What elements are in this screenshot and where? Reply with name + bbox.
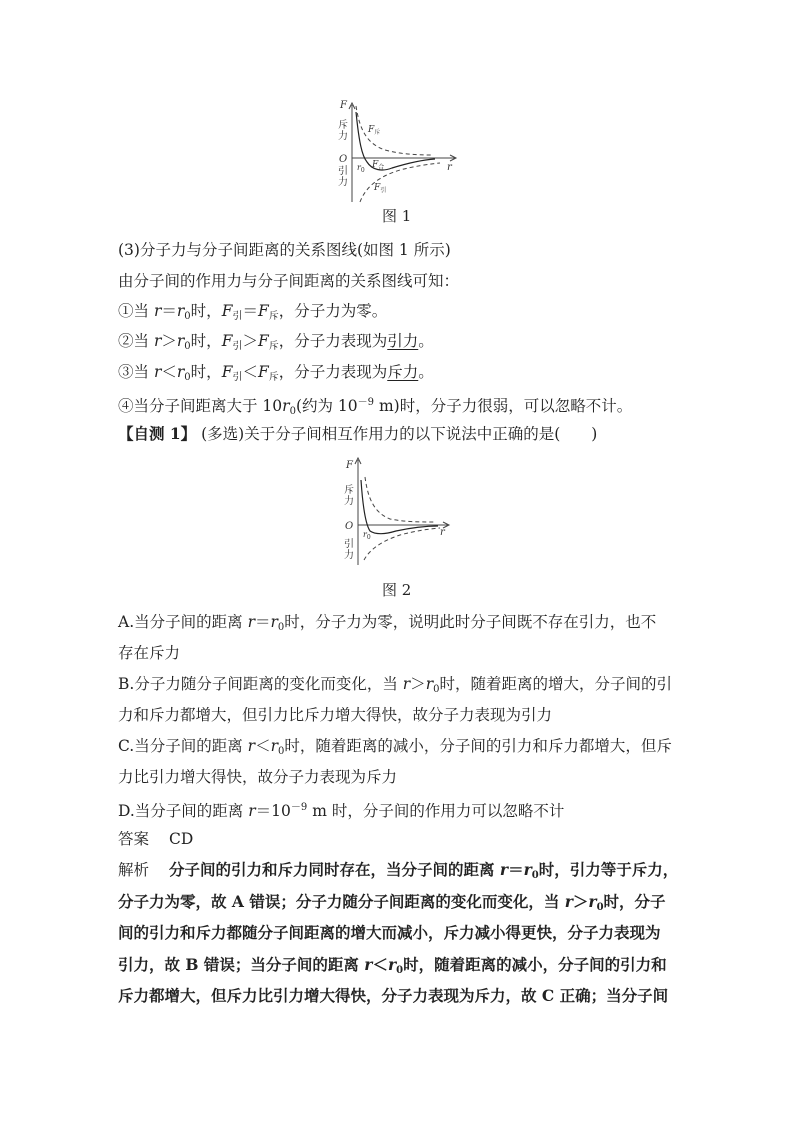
yin-label-1: 引: [338, 166, 348, 177]
analysis-line-5: 斥力都增大，但斥力比引力增大得快，分子力表现为斥力，故 C 正确；当分子间: [118, 986, 669, 1005]
yin-label-1: 引: [344, 539, 354, 550]
yin-label-2: 力: [344, 550, 354, 561]
answer-line: [118, 829, 193, 849]
analysis-line-2: 分子力为零，故 A 错误；分子力随分子间距离的变化而变化，当 $r>r_0$时，分子: [118, 892, 666, 913]
figure-1-caption: 图 1: [382, 207, 412, 225]
r0-label: $r_0$: [363, 530, 371, 541]
resultant-curve: [356, 112, 435, 170]
resultant-curve: [361, 480, 438, 534]
r0-label: $r_0$: [357, 163, 365, 174]
option-a-cont: 存在斥力: [118, 644, 181, 662]
analysis-label: 解析: [118, 861, 150, 879]
option-a: A.当分子间的距离 $r=r_0$时，分子力为零，说明此时分子间既不存在引力，也不: [118, 613, 657, 633]
origin-label: O: [339, 154, 348, 165]
answer-value: CD: [169, 830, 194, 848]
chi-label-2: 力: [338, 131, 348, 142]
axis-f-label: F: [340, 100, 347, 111]
option-c: C.当分子间的距离 $r<r_0$时，随着距离的减小，分子间的引力和斥力都增大，但斥: [118, 737, 672, 757]
option-b-cont: 力和斥力都增大，但引力比斥力增大得快，故分子力表现为引力: [118, 706, 553, 724]
item-2: ②当 $r>r_0$时，$F_引>F_斥$，分子力表现为引力。: [118, 332, 434, 352]
option-c-cont: 力比引力增大得快，故分子力表现为斥力: [118, 768, 398, 786]
f-yin-label: $F_引$: [374, 183, 387, 194]
yin-label-2: 力: [338, 177, 348, 188]
analysis-line-3: 间的引力和斥力都随分子间距离的增大而减小，斥力减小得更快，分子力表现为: [118, 923, 661, 942]
answer-label: 答案: [118, 830, 150, 848]
repulsive-curve: [365, 477, 435, 522]
item-1: ①当 $r=r_0$时，$F_引=F_斥$，分子力为零。: [118, 302, 388, 322]
heading-3: (3)分子力与分子间距离的关系图线(如图 1 所示): [118, 241, 451, 259]
option-b: B.分子力随分子间距离的变化而变化，当 $r>r_0$时，随着距离的增大，分子间的引: [118, 675, 672, 695]
analysis-line-4: 引力，故 B 错误；当分子间的距离 $r<r_0$时，随着距离的减小，分子间的引力和: [118, 955, 667, 976]
origin-label: O: [345, 521, 354, 532]
force-distance-graph-2: [0, 455, 794, 595]
option-d: D.当分子间的距离 $r=10^{-9}$ m 时，分子间的作用力可以忽略不计: [118, 802, 565, 820]
f-chi-label: $F_斥$: [368, 125, 381, 136]
intro-line: 由分子间的作用力与分子间距离的关系图线可知：: [118, 272, 460, 290]
chi-label-1: 斥: [338, 120, 348, 131]
chi-label-1: 斥: [344, 485, 354, 496]
chi-label-2: 力: [344, 496, 354, 507]
item-4: ④当分子间距离大于 $10r_0$(约为 $10^{-9}$ m)时，分子力很弱，可以忽略不计。: [118, 397, 633, 417]
self-test-tag: 【自测 1】: [118, 424, 197, 443]
axis-f-label: F: [346, 460, 353, 471]
analysis-line-1: 解析 分子间的引力和斥力同时存在，当分子间的距离 $r=r_0$时，引力等于斥力，: [118, 860, 679, 881]
axis-r-label: r: [440, 527, 445, 538]
figure-2-caption: 图 2: [382, 581, 412, 599]
self-test-question: 【自测 1】 (多选)关于分子间相互作用力的以下说法中正确的是( ): [118, 424, 598, 443]
item-3: ③当 $r<r_0$时，$F_引<F_斥$，分子力表现为斥力。: [118, 363, 434, 383]
f-he-label: $F_合$: [372, 160, 385, 171]
axis-r-label: r: [447, 162, 452, 173]
